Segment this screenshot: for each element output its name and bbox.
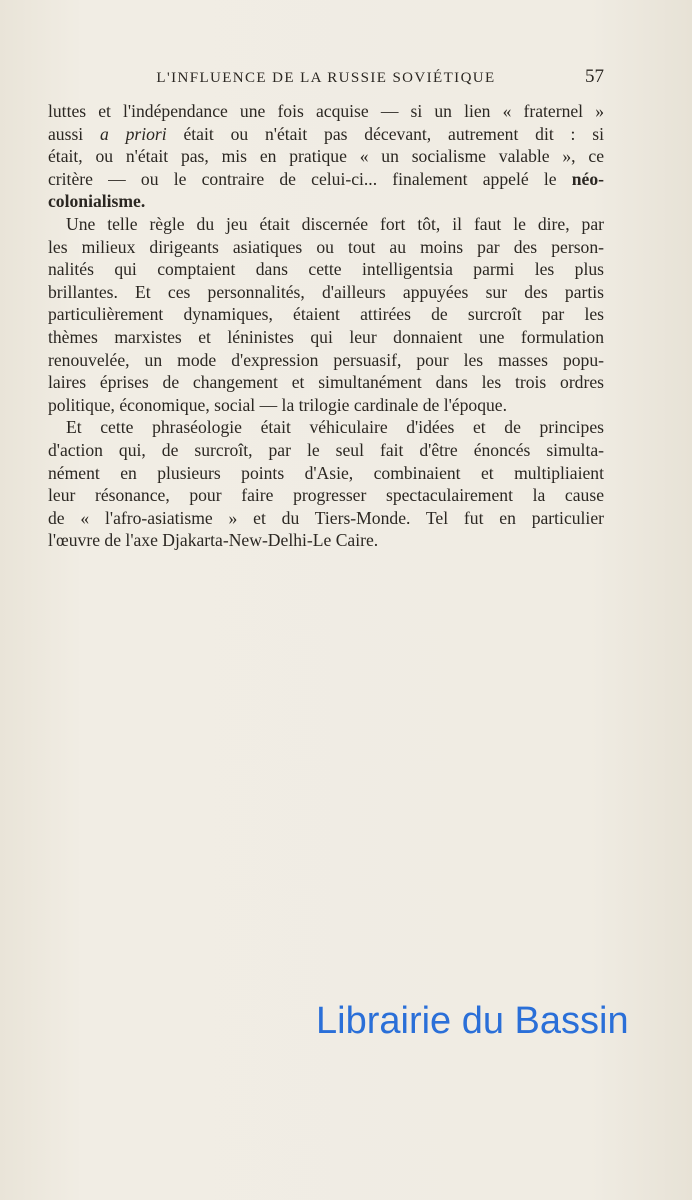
paragraph-3	[48, 416, 604, 552]
italic-text: a priori	[100, 123, 167, 144]
text-line: d'action qui, de surcroît, par le seul fait d'être énoncés simulta-	[48, 439, 604, 460]
bookseller-watermark: Librairie du Bassin	[316, 1000, 629, 1042]
page-number: 57	[585, 66, 604, 87]
text-line	[48, 190, 604, 213]
text-line: thèmes marxistes et léninistes qui leur donnaient une formulation	[48, 326, 604, 347]
text-line: nément en plusieurs points d'Asie, combinaient et multipliaient	[48, 462, 604, 483]
text-line: était, ou n'était pas, mis en pratique « un socialisme valable », ce	[48, 146, 604, 167]
text-line: particulièrement dynamiques, étaient attirées de surcroît par les	[48, 304, 604, 325]
paragraph-2	[48, 213, 604, 416]
text-line: aussi a priori était ou n'était pas décevant, autrement dit : si	[48, 123, 604, 144]
text-line: les milieux dirigeants asiatiques ou tout au moins par des person-	[48, 236, 604, 257]
text-line: critère — ou le contraire de celui-ci... finalement appelé le néo-	[48, 168, 604, 189]
bold-text: néo-	[571, 168, 604, 189]
body-text	[48, 100, 604, 552]
paragraph-1	[48, 100, 604, 213]
text-line: nalités qui comptaient dans cette intelligentsia parmi les plus	[48, 259, 604, 280]
text-line: renouvelée, un mode d'expression persuasif, pour les masses popu-	[48, 349, 604, 370]
text-line: luttes et l'indépendance une fois acquise — si un lien « fraternel »	[48, 101, 604, 121]
text-line: brillantes. Et ces personnalités, d'ailleurs appuyées sur des partis	[48, 281, 604, 302]
text-line: leur résonance, pour faire progresser spectaculairement la cause	[48, 485, 604, 506]
running-title: L'INFLUENCE DE LA RUSSIE SOVIÉTIQUE	[156, 70, 496, 86]
text-line: laires éprises de changement et simultanément dans les trois ordres	[48, 372, 604, 393]
text-line: Une telle règle du jeu était discernée fort tôt, il faut le dire, par	[66, 213, 604, 234]
bold-text: colonialisme.	[48, 191, 146, 212]
text-line: de « l'afro-asiatisme » et du Tiers-Monde. Tel fut en particulier	[48, 507, 604, 528]
text-line: Et cette phraséologie était véhiculaire d'idées et de principes	[66, 417, 604, 438]
page-header	[48, 66, 604, 96]
text-line: l'œuvre de l'axe Djakarta-New-Delhi-Le Caire.	[48, 530, 379, 551]
text-line: politique, économique, social — la trilogie cardinale de l'époque.	[48, 394, 507, 415]
